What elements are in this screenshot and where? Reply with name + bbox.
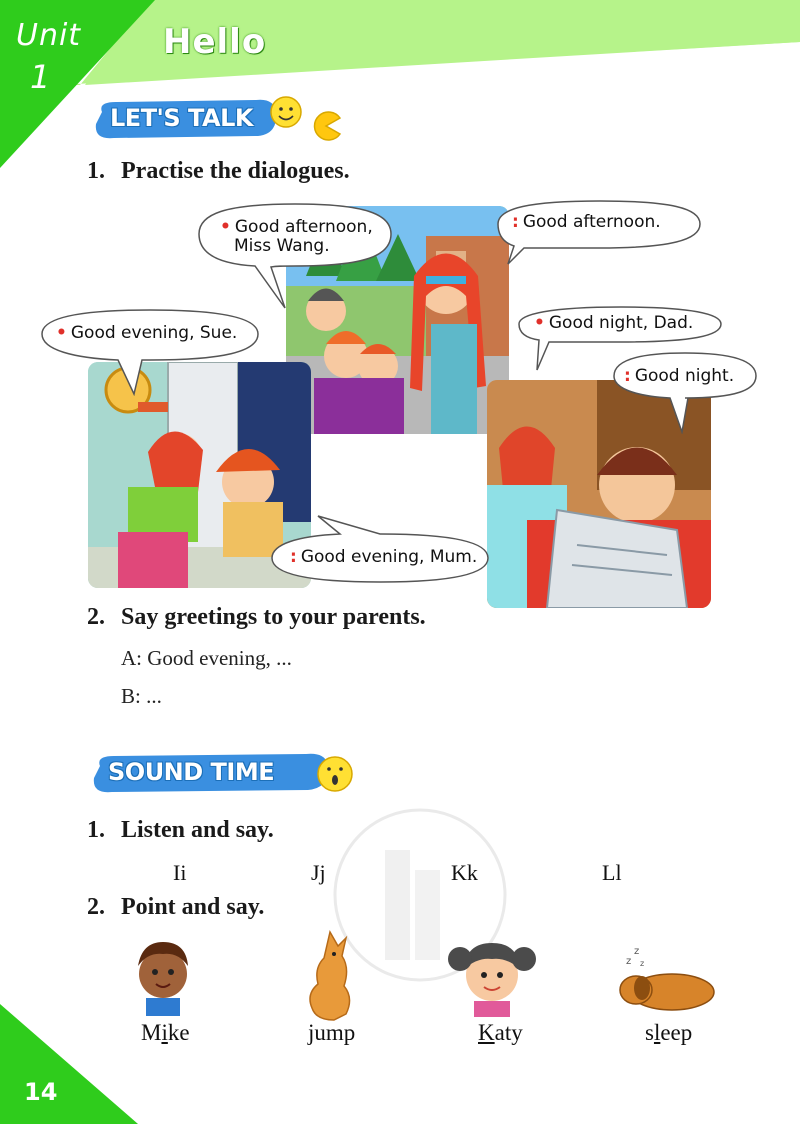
unit-label: Unit	[16, 18, 82, 53]
bubble-sue	[38, 306, 262, 396]
word-part: s	[645, 1020, 654, 1045]
bubble-dad-night	[610, 350, 760, 434]
unit-number: 1	[30, 58, 51, 96]
word-part: ump	[314, 1020, 356, 1045]
sound-task-2	[87, 894, 264, 921]
task-text: Point and say.	[121, 894, 265, 920]
bubble-dad-night-text: : Good night.	[624, 366, 735, 386]
task-number: 1.	[87, 817, 105, 843]
svg-text:z: z	[626, 956, 632, 967]
word-focus-letter: i	[161, 1020, 168, 1045]
task-number: 1.	[87, 158, 105, 184]
task-text: Say greetings to your parents.	[121, 604, 426, 630]
sound-task-1	[87, 817, 274, 844]
bubble-line: Good night.	[634, 366, 735, 386]
bubble-mum-text: : Good evening, Mum.	[290, 547, 478, 567]
bubble-line-2: Miss Wang.	[234, 235, 330, 256]
surprised-face-icon	[318, 757, 352, 791]
svg-text:z: z	[640, 959, 645, 968]
letter-j: Jj	[311, 860, 326, 885]
task-text: Practise the dialogues.	[121, 158, 350, 184]
bubble-line-1: Good afternoon,	[234, 217, 373, 237]
sound-time-title: SOUND TIME	[108, 758, 275, 786]
page-number: 14	[24, 1078, 58, 1106]
talk-task-2	[87, 604, 426, 631]
bubble-line: Good evening, Sue.	[70, 323, 238, 343]
task-number: 2.	[87, 894, 105, 920]
word-focus-letter: l	[653, 1020, 661, 1045]
letter-k: Kk	[451, 860, 478, 885]
katy-picture	[446, 935, 538, 1017]
bubble-teacher	[494, 198, 704, 266]
svg-text:z: z	[634, 946, 640, 957]
letter-l: Ll	[602, 860, 622, 885]
talk-task-1	[87, 158, 350, 185]
sleeping-dog-picture	[612, 942, 720, 1014]
line-b: B: ...	[121, 684, 162, 708]
word-part: eep	[660, 1020, 693, 1045]
task-text: Listen and say.	[121, 817, 274, 843]
unit-title: Hello	[163, 22, 267, 62]
word-katy	[478, 1020, 523, 1046]
bubble-girl-night-text: • Good night, Dad.	[534, 313, 694, 333]
kangaroo-picture	[300, 928, 360, 1024]
word-part: ke	[167, 1020, 190, 1045]
pacman-icon	[315, 112, 340, 140]
bubble-teacher-text: : Good afternoon.	[512, 212, 661, 232]
word-mike	[141, 1020, 190, 1046]
smiley-icon	[271, 97, 301, 127]
bubble-line: Good afternoon.	[522, 212, 661, 232]
word-focus-letter: j	[308, 1020, 315, 1045]
word-jump	[308, 1020, 355, 1046]
bubble-line: Good evening, Mum.	[300, 547, 478, 567]
task-number: 2.	[87, 604, 105, 630]
bubble-sue-text: • Good evening, Sue.	[56, 323, 238, 343]
bubble-miss-wang-text: • Good afternoon, Miss Wang.	[220, 217, 373, 256]
bubble-line: Good night, Dad.	[548, 313, 694, 333]
line-a: A: Good evening, ...	[121, 646, 292, 670]
word-part: M	[141, 1020, 162, 1045]
letter-i: Ii	[173, 860, 187, 885]
word-part: aty	[494, 1020, 523, 1045]
word-focus-letter: K	[478, 1020, 495, 1045]
word-sleep	[645, 1020, 692, 1046]
page-corner-triangle	[0, 1004, 140, 1124]
lets-talk-title: LET'S TALK	[110, 104, 254, 132]
